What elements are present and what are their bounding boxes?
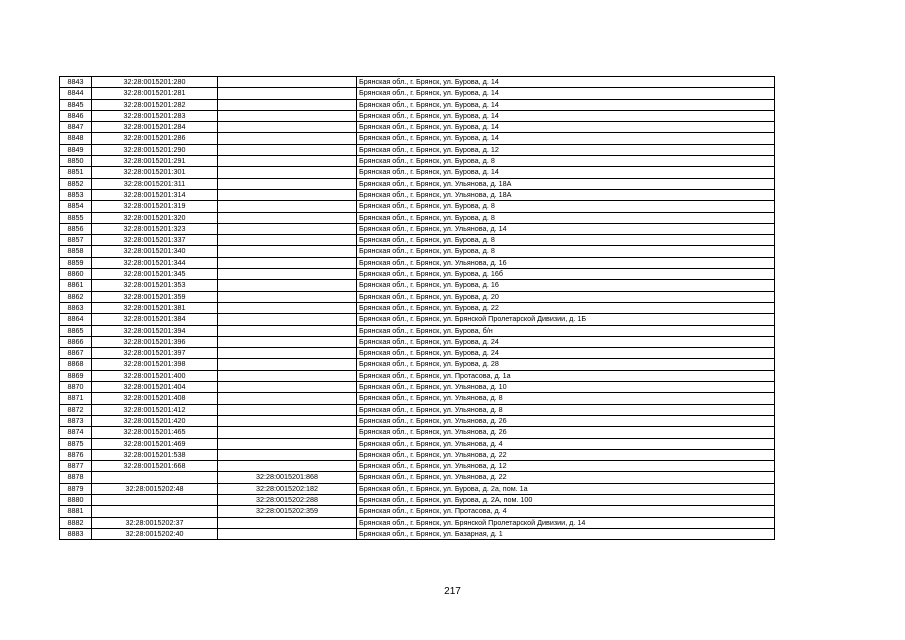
row-number-cell: 8849 <box>60 144 92 155</box>
related-cadastral-number-cell <box>218 449 357 460</box>
cadastral-number-cell: 32:28:0015201:398 <box>92 359 218 370</box>
address-cell: Брянская обл., г. Брянск, ул. Бурова, д. 8 <box>357 235 775 246</box>
table-row <box>60 201 775 212</box>
table-row <box>60 246 775 257</box>
row-number-cell: 8862 <box>60 291 92 302</box>
row-number-cell: 8854 <box>60 201 92 212</box>
table-row <box>60 291 775 302</box>
address-cell: Брянская обл., г. Брянск, ул. Бурова, д. 28 <box>357 359 775 370</box>
table-row <box>60 427 775 438</box>
address-cell: Брянская обл., г. Брянск, ул. Бурова, д. 14 <box>357 99 775 110</box>
related-cadastral-number-cell <box>218 77 357 88</box>
row-number-cell: 8879 <box>60 483 92 494</box>
table-row <box>60 359 775 370</box>
table-row <box>60 494 775 505</box>
page-number: 217 <box>444 586 461 597</box>
table-row <box>60 122 775 133</box>
row-number-cell: 8863 <box>60 302 92 313</box>
table-row <box>60 133 775 144</box>
table-row <box>60 404 775 415</box>
table-row <box>60 235 775 246</box>
cadastral-number-cell: 32:28:0015201:323 <box>92 223 218 234</box>
table-row <box>60 483 775 494</box>
cadastral-number-cell: 32:28:0015201:284 <box>92 122 218 133</box>
cadastral-number-cell: 32:28:0015201:281 <box>92 88 218 99</box>
cadastral-number-cell: 32:28:0015201:420 <box>92 415 218 426</box>
table-row <box>60 472 775 483</box>
cadastral-number-cell: 32:28:0015201:301 <box>92 167 218 178</box>
cadastral-number-cell: 32:28:0015201:344 <box>92 257 218 268</box>
related-cadastral-number-cell <box>218 438 357 449</box>
table-row <box>60 77 775 88</box>
row-number-cell: 8874 <box>60 427 92 438</box>
row-number-cell: 8852 <box>60 178 92 189</box>
address-cell: Брянская обл., г. Брянск, ул. Бурова, д. 14 <box>357 110 775 121</box>
related-cadastral-number-cell <box>218 528 357 539</box>
related-cadastral-number-cell <box>218 156 357 167</box>
address-cell: Брянская обл., г. Брянск, ул. Ульянова, д. 4 <box>357 438 775 449</box>
cadastral-number-cell: 32:28:0015201:465 <box>92 427 218 438</box>
row-number-cell: 8870 <box>60 382 92 393</box>
cadastral-number-cell: 32:28:0015201:353 <box>92 280 218 291</box>
address-cell: Брянская обл., г. Брянск, ул. Бурова, д. 24 <box>357 348 775 359</box>
related-cadastral-number-cell <box>218 359 357 370</box>
table-row <box>60 212 775 223</box>
cadastral-number-cell <box>92 494 218 505</box>
row-number-cell: 8872 <box>60 404 92 415</box>
related-cadastral-number-cell: 32:28:0015202:359 <box>218 506 357 517</box>
related-cadastral-number-cell <box>218 382 357 393</box>
table-row <box>60 189 775 200</box>
address-cell: Брянская обл., г. Брянск, ул. Бурова, д. 8 <box>357 201 775 212</box>
address-cell: Брянская обл., г. Брянск, ул. Бурова, б/н <box>357 325 775 336</box>
cadastral-number-cell: 32:28:0015201:311 <box>92 178 218 189</box>
row-number-cell: 8851 <box>60 167 92 178</box>
row-number-cell: 8845 <box>60 99 92 110</box>
cadastral-number-cell: 32:28:0015201:345 <box>92 269 218 280</box>
table-row <box>60 99 775 110</box>
row-number-cell: 8859 <box>60 257 92 268</box>
address-cell: Брянская обл., г. Брянск, ул. Бурова, д. 14 <box>357 167 775 178</box>
row-number-cell: 8873 <box>60 415 92 426</box>
row-number-cell: 8883 <box>60 528 92 539</box>
table-row <box>60 449 775 460</box>
table-row <box>60 382 775 393</box>
related-cadastral-number-cell <box>218 257 357 268</box>
cadastral-number-cell: 32:28:0015201:314 <box>92 189 218 200</box>
address-cell: Брянская обл., г. Брянск, ул. Ульянова, д. 8 <box>357 393 775 404</box>
cadastral-number-cell: 32:28:0015201:290 <box>92 144 218 155</box>
related-cadastral-number-cell <box>218 517 357 528</box>
row-number-cell: 8864 <box>60 314 92 325</box>
row-number-cell: 8847 <box>60 122 92 133</box>
related-cadastral-number-cell <box>218 189 357 200</box>
address-cell: Брянская обл., г. Брянск, ул. Ульянова, д. 10 <box>357 382 775 393</box>
address-cell: Брянская обл., г. Брянск, ул. Бурова, д. 8 <box>357 246 775 257</box>
table-row <box>60 336 775 347</box>
related-cadastral-number-cell <box>218 167 357 178</box>
address-cell: Брянская обл., г. Брянск, ул. Ульянова, д. 18А <box>357 189 775 200</box>
cadastral-number-cell: 32:28:0015201:319 <box>92 201 218 212</box>
cadastral-number-cell: 32:28:0015201:404 <box>92 382 218 393</box>
table-row <box>60 167 775 178</box>
row-number-cell: 8868 <box>60 359 92 370</box>
address-cell: Брянская обл., г. Брянск, ул. Протасова, д. 4 <box>357 506 775 517</box>
address-cell: Брянская обл., г. Брянск, ул. Ульянова, д. 26 <box>357 427 775 438</box>
address-cell: Брянская обл., г. Брянск, ул. Бурова, д. 20 <box>357 291 775 302</box>
row-number-cell: 8848 <box>60 133 92 144</box>
table-row <box>60 257 775 268</box>
row-number-cell: 8850 <box>60 156 92 167</box>
row-number-cell: 8857 <box>60 235 92 246</box>
cadastral-number-cell: 32:28:0015201:384 <box>92 314 218 325</box>
row-number-cell: 8878 <box>60 472 92 483</box>
row-number-cell: 8846 <box>60 110 92 121</box>
address-cell: Брянская обл., г. Брянск, ул. Ульянова, д. 22 <box>357 449 775 460</box>
address-cell: Брянская обл., г. Брянск, ул. Ульянова, д. 14 <box>357 223 775 234</box>
related-cadastral-number-cell <box>218 110 357 121</box>
table-row <box>60 348 775 359</box>
table-row <box>60 280 775 291</box>
cadastral-number-cell: 32:28:0015201:408 <box>92 393 218 404</box>
cadastral-number-cell: 32:28:0015201:538 <box>92 449 218 460</box>
table-row <box>60 302 775 313</box>
row-number-cell: 8876 <box>60 449 92 460</box>
row-number-cell: 8853 <box>60 189 92 200</box>
row-number-cell: 8860 <box>60 269 92 280</box>
row-number-cell: 8843 <box>60 77 92 88</box>
related-cadastral-number-cell <box>218 348 357 359</box>
table-row <box>60 110 775 121</box>
related-cadastral-number-cell <box>218 370 357 381</box>
table-row <box>60 156 775 167</box>
cadastral-number-cell: 32:28:0015201:394 <box>92 325 218 336</box>
address-cell: Брянская обл., г. Брянск, ул. Бурова, д. 16 <box>357 280 775 291</box>
address-cell: Брянская обл., г. Брянск, ул. Бурова, д. 14 <box>357 133 775 144</box>
related-cadastral-number-cell <box>218 427 357 438</box>
table-row <box>60 314 775 325</box>
address-cell: Брянская обл., г. Брянск, ул. Ульянова, д. 12 <box>357 461 775 472</box>
related-cadastral-number-cell <box>218 178 357 189</box>
related-cadastral-number-cell: 32:28:0015202:288 <box>218 494 357 505</box>
related-cadastral-number-cell <box>218 280 357 291</box>
related-cadastral-number-cell <box>218 461 357 472</box>
address-cell: Брянская обл., г. Брянск, ул. Бурова, д. 12 <box>357 144 775 155</box>
cadastral-number-cell: 32:28:0015201:283 <box>92 110 218 121</box>
address-cell: Брянская обл., г. Брянск, ул. Бурова, д. 14 <box>357 88 775 99</box>
related-cadastral-number-cell <box>218 201 357 212</box>
cadastral-number-cell: 32:28:0015201:400 <box>92 370 218 381</box>
address-cell: Брянская обл., г. Брянск, ул. Бурова, д. 2а, пом. 1а <box>357 483 775 494</box>
related-cadastral-number-cell <box>218 246 357 257</box>
register-table <box>59 76 775 540</box>
cadastral-number-cell: 32:28:0015202:37 <box>92 517 218 528</box>
cadastral-number-cell: 32:28:0015201:282 <box>92 99 218 110</box>
address-cell: Брянская обл., г. Брянск, ул. Ульянова, д. 18А <box>357 178 775 189</box>
cadastral-number-cell: 32:28:0015201:280 <box>92 77 218 88</box>
table-row <box>60 325 775 336</box>
cadastral-number-cell: 32:28:0015202:40 <box>92 528 218 539</box>
table-row <box>60 517 775 528</box>
address-cell: Брянская обл., г. Брянск, ул. Бурова, д. 8 <box>357 156 775 167</box>
related-cadastral-number-cell <box>218 302 357 313</box>
row-number-cell: 8877 <box>60 461 92 472</box>
table-row <box>60 178 775 189</box>
table-row <box>60 528 775 539</box>
related-cadastral-number-cell <box>218 235 357 246</box>
row-number-cell: 8871 <box>60 393 92 404</box>
cadastral-number-cell: 32:28:0015201:397 <box>92 348 218 359</box>
address-cell: Брянская обл., г. Брянск, ул. Ульянова, д. 26 <box>357 415 775 426</box>
row-number-cell: 8855 <box>60 212 92 223</box>
cadastral-number-cell: 32:28:0015201:359 <box>92 291 218 302</box>
cadastral-number-cell: 32:28:0015201:668 <box>92 461 218 472</box>
related-cadastral-number-cell <box>218 325 357 336</box>
related-cadastral-number-cell <box>218 314 357 325</box>
address-cell: Брянская обл., г. Брянск, ул. Бурова, д. 8 <box>357 212 775 223</box>
row-number-cell: 8844 <box>60 88 92 99</box>
table-row <box>60 269 775 280</box>
cadastral-number-cell: 32:28:0015201:291 <box>92 156 218 167</box>
row-number-cell: 8865 <box>60 325 92 336</box>
address-cell: Брянская обл., г. Брянск, ул. Брянской Пролетарской Дивизии, д. 14 <box>357 517 775 528</box>
table-row <box>60 393 775 404</box>
row-number-cell: 8880 <box>60 494 92 505</box>
cadastral-number-cell: 32:28:0015201:286 <box>92 133 218 144</box>
related-cadastral-number-cell <box>218 122 357 133</box>
cadastral-number-cell: 32:28:0015202:48 <box>92 483 218 494</box>
row-number-cell: 8875 <box>60 438 92 449</box>
table-row <box>60 144 775 155</box>
related-cadastral-number-cell <box>218 393 357 404</box>
address-cell: Брянская обл., г. Брянск, ул. Бурова, д. 24 <box>357 336 775 347</box>
related-cadastral-number-cell <box>218 223 357 234</box>
cadastral-number-cell <box>92 472 218 483</box>
cadastral-number-cell: 32:28:0015201:340 <box>92 246 218 257</box>
related-cadastral-number-cell <box>218 415 357 426</box>
row-number-cell: 8858 <box>60 246 92 257</box>
cadastral-number-cell: 32:28:0015201:412 <box>92 404 218 415</box>
address-cell: Брянская обл., г. Брянск, ул. Бурова, д. 16б <box>357 269 775 280</box>
row-number-cell: 8881 <box>60 506 92 517</box>
register-table-body <box>60 77 775 540</box>
cadastral-number-cell: 32:28:0015201:469 <box>92 438 218 449</box>
address-cell: Брянская обл., г. Брянск, ул. Ульянова, д. 22 <box>357 472 775 483</box>
address-cell: Брянская обл., г. Брянск, ул. Протасова, д. 1а <box>357 370 775 381</box>
row-number-cell: 8882 <box>60 517 92 528</box>
table-row <box>60 223 775 234</box>
address-cell: Брянская обл., г. Брянск, ул. Бурова, д. 2А, пом. 100 <box>357 494 775 505</box>
related-cadastral-number-cell <box>218 133 357 144</box>
table-row <box>60 88 775 99</box>
address-cell: Брянская обл., г. Брянск, ул. Бурова, д. 22 <box>357 302 775 313</box>
row-number-cell: 8866 <box>60 336 92 347</box>
related-cadastral-number-cell: 32:28:0015201:868 <box>218 472 357 483</box>
related-cadastral-number-cell <box>218 404 357 415</box>
related-cadastral-number-cell <box>218 336 357 347</box>
cadastral-number-cell: 32:28:0015201:381 <box>92 302 218 313</box>
address-cell: Брянская обл., г. Брянск, ул. Бурова, д. 14 <box>357 77 775 88</box>
address-cell: Брянская обл., г. Брянск, ул. Ульянова, д. 16 <box>357 257 775 268</box>
address-cell: Брянская обл., г. Брянск, ул. Базарная, д. 1 <box>357 528 775 539</box>
related-cadastral-number-cell <box>218 99 357 110</box>
related-cadastral-number-cell <box>218 212 357 223</box>
address-cell: Брянская обл., г. Брянск, ул. Ульянова, д. 8 <box>357 404 775 415</box>
row-number-cell: 8869 <box>60 370 92 381</box>
address-cell: Брянская обл., г. Брянск, ул. Брянской Пролетарской Дивизии, д. 1Б <box>357 314 775 325</box>
related-cadastral-number-cell: 32:28:0015202:182 <box>218 483 357 494</box>
row-number-cell: 8867 <box>60 348 92 359</box>
row-number-cell: 8856 <box>60 223 92 234</box>
cadastral-number-cell: 32:28:0015201:320 <box>92 212 218 223</box>
table-row <box>60 506 775 517</box>
cadastral-number-cell: 32:28:0015201:396 <box>92 336 218 347</box>
row-number-cell: 8861 <box>60 280 92 291</box>
related-cadastral-number-cell <box>218 269 357 280</box>
table-row <box>60 415 775 426</box>
related-cadastral-number-cell <box>218 291 357 302</box>
table-row <box>60 370 775 381</box>
table-row <box>60 461 775 472</box>
table-row <box>60 438 775 449</box>
cadastral-number-cell: 32:28:0015201:337 <box>92 235 218 246</box>
cadastral-number-cell <box>92 506 218 517</box>
address-cell: Брянская обл., г. Брянск, ул. Бурова, д. 14 <box>357 122 775 133</box>
related-cadastral-number-cell <box>218 88 357 99</box>
related-cadastral-number-cell <box>218 144 357 155</box>
